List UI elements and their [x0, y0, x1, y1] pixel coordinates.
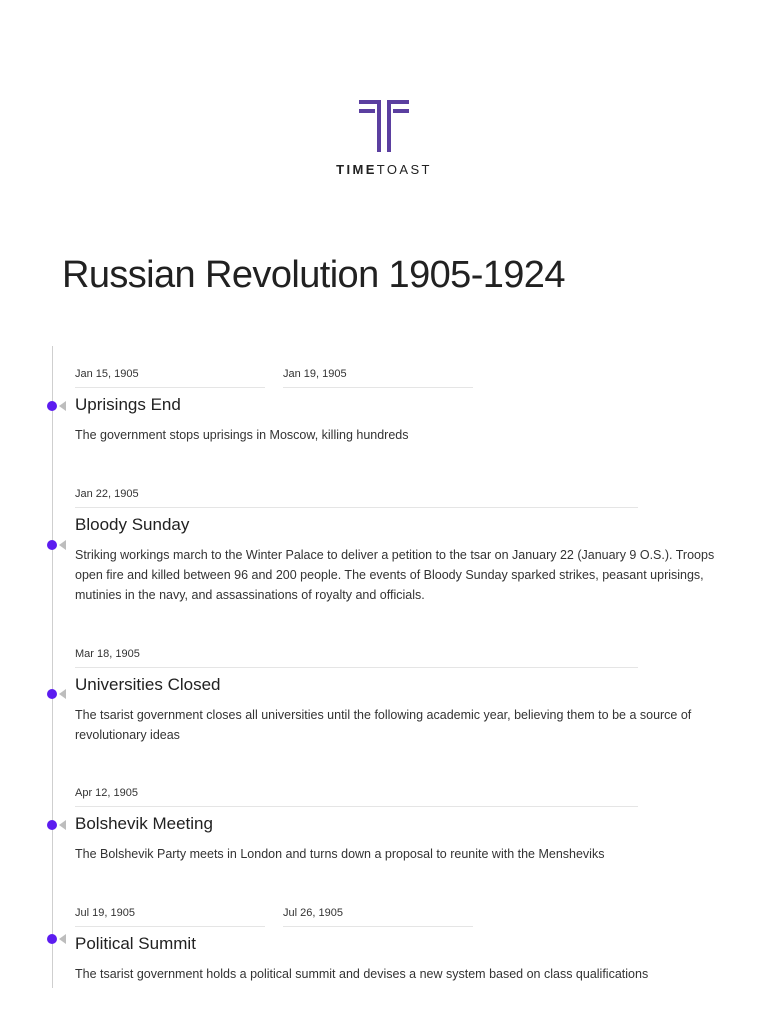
- timeline-dot-icon: [47, 401, 57, 411]
- timetoast-logo-icon: [358, 98, 410, 154]
- event-marker: [47, 400, 67, 412]
- event-marker: [47, 933, 67, 945]
- event-description: The tsarist government holds a political summit and devises a new system based on class qualifications: [75, 967, 649, 981]
- event-date: Apr 12, 1905: [75, 787, 638, 807]
- event-title: Universities Closed: [75, 675, 221, 694]
- timeline-dot-icon: [47, 689, 57, 699]
- event-marker: [47, 819, 67, 831]
- page-title: Russian Revolution 1905-1924: [62, 254, 565, 296]
- event-marker: [47, 688, 67, 700]
- brand-wordmark: [0, 162, 768, 177]
- pointer-arrow-icon: [59, 540, 66, 550]
- event-start-date: Jan 15, 1905: [75, 368, 265, 388]
- event-description: The government stops uprisings in Moscow, killing hundreds: [75, 428, 409, 442]
- pointer-arrow-icon: [59, 820, 66, 830]
- brand-name-light: TOAST: [376, 162, 432, 177]
- event-title: Uprisings End: [75, 395, 181, 414]
- timeline-dot-icon: [47, 540, 57, 550]
- event-start-date: Jul 19, 1905: [75, 907, 265, 927]
- event-title: Bloody Sunday: [75, 515, 190, 534]
- timeline-line: [52, 346, 53, 988]
- timeline-dot-icon: [47, 934, 57, 944]
- event-date: Mar 18, 1905: [75, 648, 638, 668]
- event-end-date: Jul 26, 1905: [283, 907, 473, 927]
- event-description: The tsarist government closes all universities until the following academic year, believing them to be a source of revolutionary ideas: [75, 708, 692, 742]
- event-description: The Bolshevik Party meets in London and turns down a proposal to reunite with the Mensheviks: [75, 847, 605, 861]
- event-title: Bolshevik Meeting: [75, 814, 213, 833]
- event-title: Political Summit: [75, 934, 196, 953]
- timeline: [0, 346, 768, 1024]
- event-marker: [47, 539, 67, 551]
- event-description: Striking workings march to the Winter Palace to deliver a petition to the tsar on January 22 (January 9 O.S.). Troops open fire and killed between 96 and 200 people. The events of Bloody Sunday sparked strikes, peasant uprisings, mutinies in the navy, and assassinations of royalty and officials.: [75, 548, 715, 602]
- pointer-arrow-icon: [59, 689, 66, 699]
- brand-name-bold: TIME: [336, 162, 377, 177]
- pointer-arrow-icon: [59, 934, 66, 944]
- timetoast-logo[interactable]: [0, 98, 768, 177]
- event-date: Jan 22, 1905: [75, 488, 638, 508]
- timeline-dot-icon: [47, 820, 57, 830]
- pointer-arrow-icon: [59, 401, 66, 411]
- event-end-date: Jan 19, 1905: [283, 368, 473, 388]
